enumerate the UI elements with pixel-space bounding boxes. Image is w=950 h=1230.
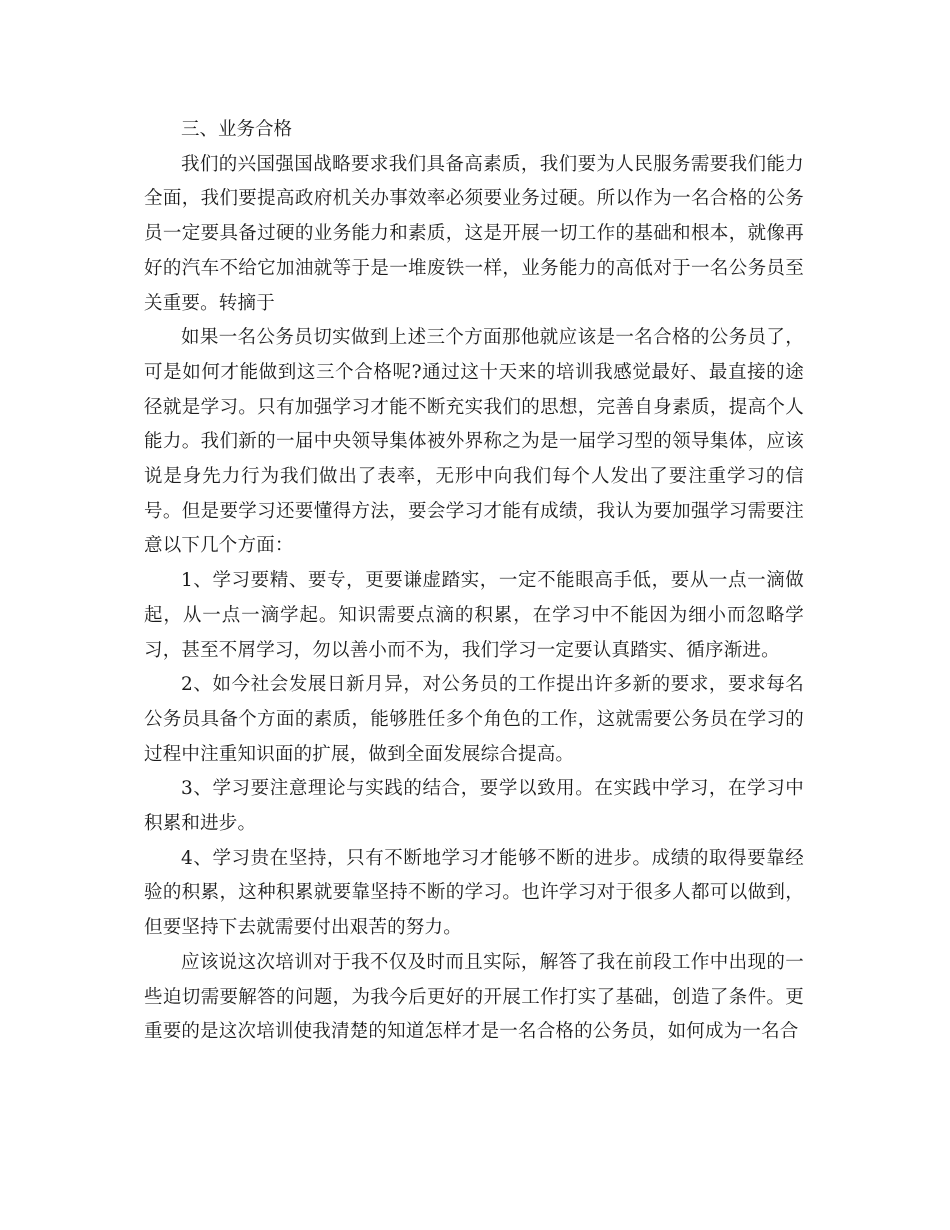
paragraph-conclusion: 应该说这次培训对于我不仅及时而且实际，解答了我在前段工作中出现的一些迫切需要解答的问题，为我今后更好的开展工作打实了基础，创造了条件。更重要的是这次培训使我清楚的知道怎样才是一名合格的公务员，如何成为一名合: [144, 951, 804, 1043]
document-body: [144, 113, 804, 1050]
paragraph-point-3: 3、学习要注意理论与实践的结合，要学以致用。在实践中学习，在学习中积累和进步。: [144, 778, 804, 835]
paragraph-point-4: 4、学习贵在坚持，只有不断地学习才能够不断的进步。成绩的取得要靠经验的积累，这种积累就要靠坚持不断的学习。也许学习对于很多人都可以做到，但要坚持下去就需要付出艰苦的努力。: [144, 847, 804, 939]
paragraph-point-2: 2、如今社会发展日新月异，对公务员的工作提出许多新的要求，要求每名公务员具备个方面的素质，能够胜任多个角色的工作，这就需要公务员在学习的过程中注重知识面的扩展，做到全面发展综合提高。: [144, 674, 804, 765]
paragraph-business-competence: 我们的兴国强国战略要求我们具备高素质，我们要为人民服务需要我们能力全面，我们要提高政府机关办事效率必须要业务过硬。所以作为一名合格的公务员一定要具备过硬的业务能力和素质，这是开展一切工作的基础和根本，就像再好的汽车不给它加油就等于是一堆废铁一样，业务能力的高低对于一名公务员至关重要。转摘于: [144, 153, 804, 314]
paragraph-how-to-qualify: 如果一名公务员切实做到上述三个方面那他就应该是一名合格的公务员了，可是如何才能做到这三个合格呢?通过这十天来的培训我感觉最好、最直接的途径就是学习。只有加强学习才能不断充实我们的思想，完善自身素质，提高个人能力。我们新的一届中央领导集体被外界称之为是一届学习型的领导集体，应该说是身先力行为我们做出了表率，无形中向我们每个人发出了要注重学习的信号。但是要学习还要懂得方法，要会学习才能有成绩，我认为要加强学习需要注意以下几个方面：: [144, 327, 804, 557]
section-heading: 三、业务合格: [181, 119, 293, 140]
paragraph-point-1: 1、学习要精、要专，更要谦虚踏实，一定不能眼高手低，要从一点一滴做起，从一点一滴学起。知识需要点滴的积累，在学习中不能因为细小而忽略学习，甚至不屑学习，勿以善小而不为，我们学习一定要认真踏实、循序渐进。: [144, 570, 804, 661]
